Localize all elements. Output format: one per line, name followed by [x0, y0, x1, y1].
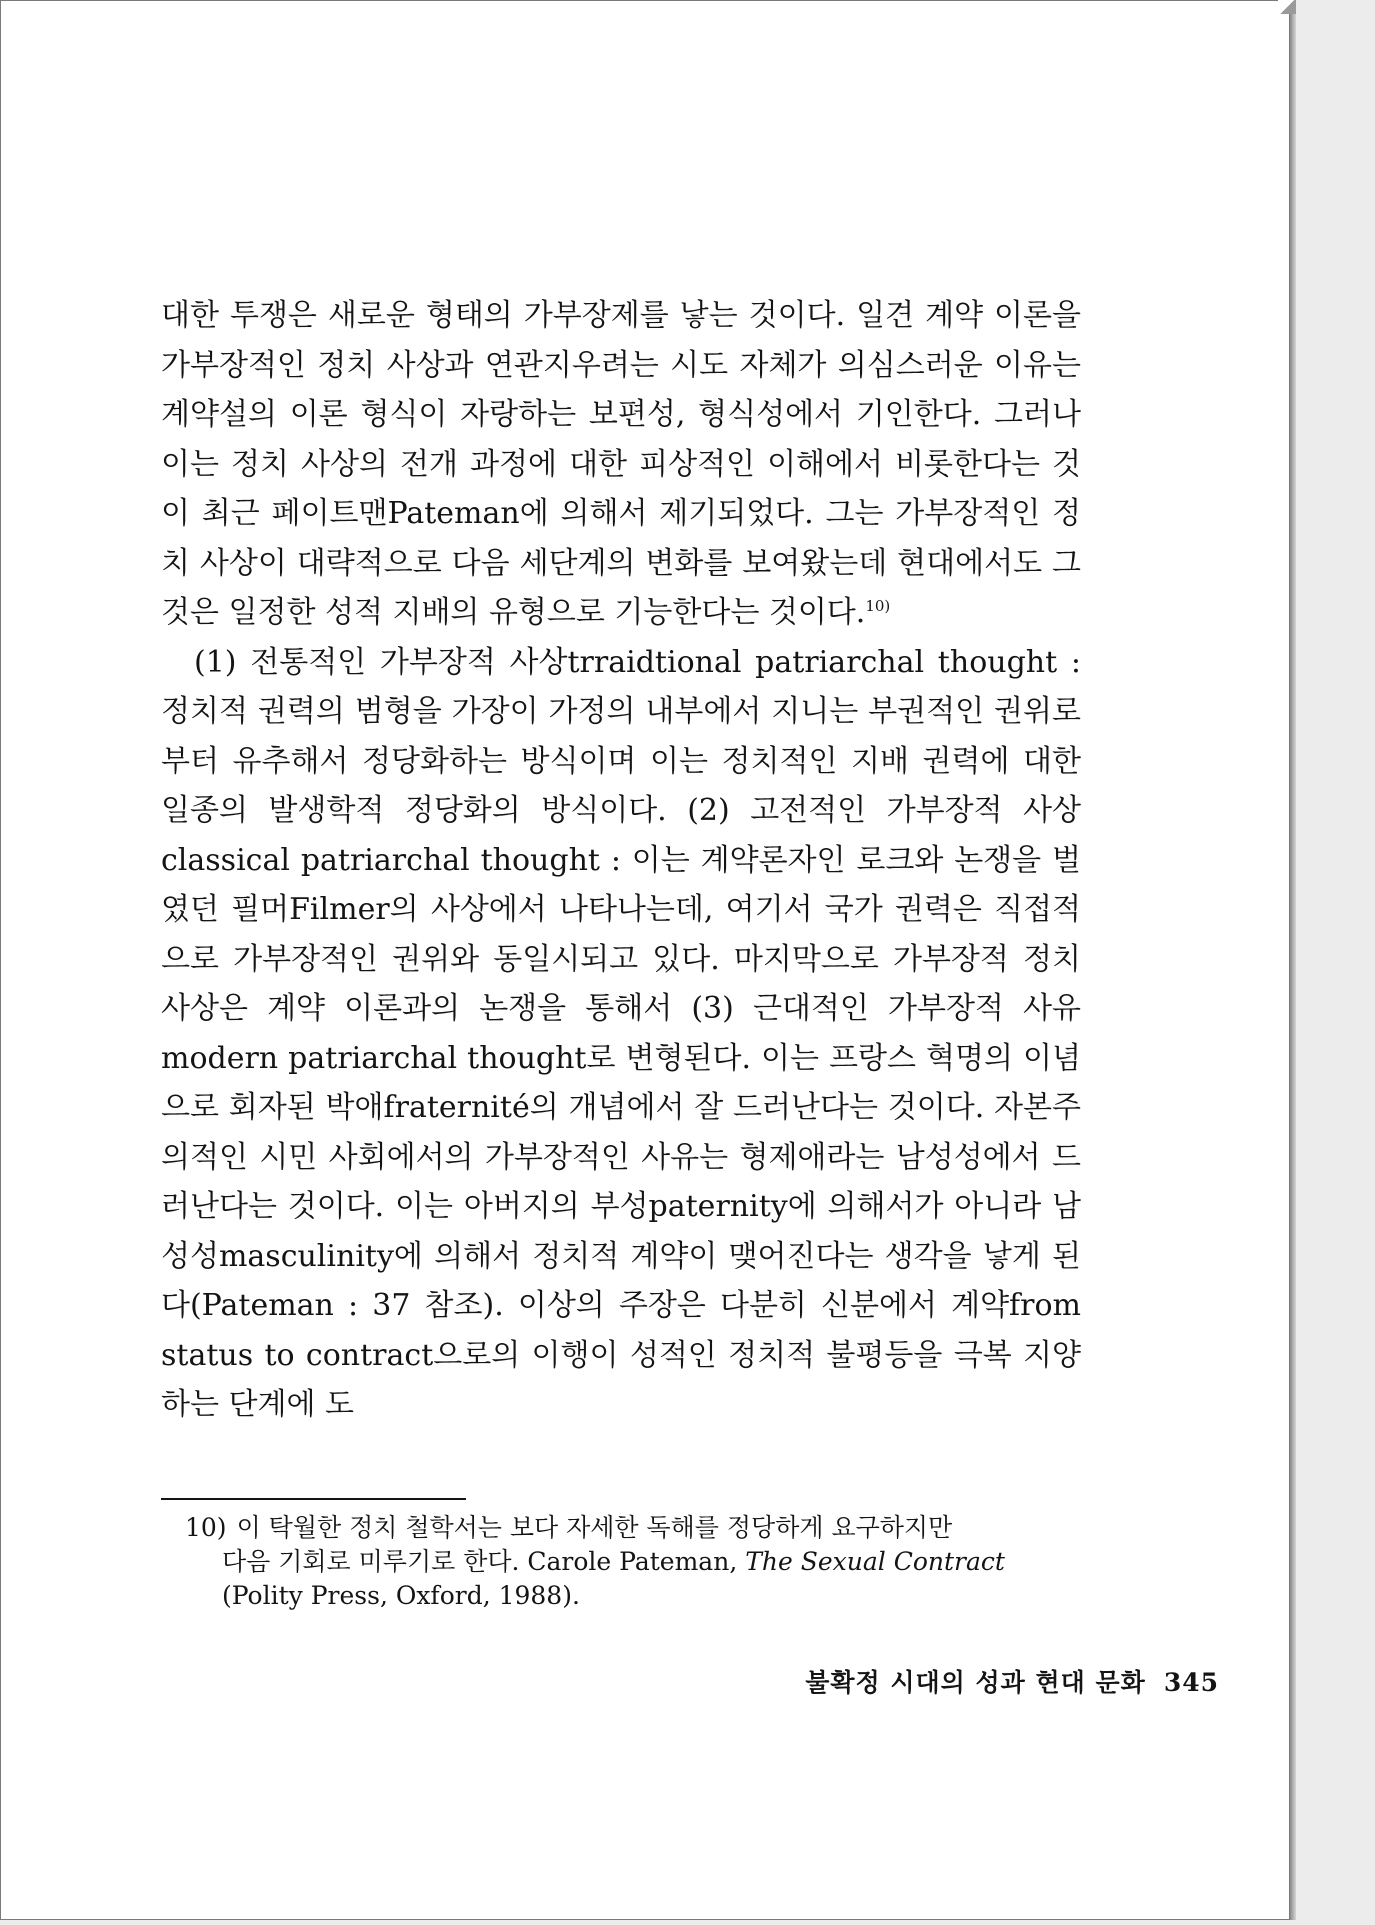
running-title: 불확정 시대의 성과 현대 문화	[805, 1668, 1146, 1697]
body-text	[161, 291, 1081, 1430]
footnote-text-b: 다음 기회로 미루기로 한다. Carole Pateman,	[222, 1547, 738, 1576]
page-curl	[1278, 0, 1296, 14]
paragraph-1-text: 대한 투쟁은 새로운 형태의 가부장제를 낳는 것이다. 일견 계약 이론을 가부장적인 정치 사상과 연관지우려는 시도 자체가 의심스러운 이유는 계약설의 이론 형식이 자랑하는 보편성, 형식성에서 기인한다. 그러나 이는 정치 사상의 전개 과정에 대한 피상적인 이해에서 비롯한다는 것이 최근 페이트맨Pateman에 의해서 제기되었다. 그는 가부장적인 정치 사상이 대략적으로 다음 세단계의 변화를 보여왔는데 현대에서도 그것은 일정한 성적 지배의 유형으로 기능한다는 것이다.	[161, 298, 1081, 630]
paragraph-1	[161, 291, 1081, 638]
footnote-reference: 10)	[865, 597, 891, 615]
footnote-text-a: 이 탁월한 정치 철학서는 보다 자세한 독해를 정당하게 요구하지만	[236, 1513, 953, 1542]
footnote-book-title: The Sexual Contract	[745, 1547, 1005, 1576]
footnote	[185, 1511, 1079, 1613]
footnote-text-c: (Polity Press, Oxford, 1988).	[222, 1581, 580, 1610]
footnote-continuation	[185, 1545, 1079, 1613]
footnote-separator	[161, 1498, 466, 1500]
page-edge-shadow	[1290, 4, 1296, 1920]
page-number: 345	[1163, 1668, 1219, 1697]
footnote-number: 10)	[185, 1513, 227, 1542]
paragraph-2: (1) 전통적인 가부장적 사상trraidtional patriarchal thought : 정치적 권력의 범형을 가장이 가정의 내부에서 지니는 부권적인 권위로부터 유추해서 정당화하는 방식이며 이는 정치적인 지배 권력에 대한 일종의 발생학적 정당화의 방식이다. (2) 고전적인 가부장적 사상classical patriarchal thought : 이는 계약론자인 로크와 논쟁을 벌였던 필머Filmer의 사상에서 나타나는데, 여기서 국가 권력은 직접적으로 가부장적인 권위와 동일시되고 있다. 마지막으로 가부장적 정치 사상은 계약 이론과의 논쟁을 통해서 (3) 근대적인 가부장적 사유modern patriarchal thought로 변형된다. 이는 프랑스 혁명의 이념으로 회자된 박애fraternité의 개념에서 잘 드러난다는 것이다. 자본주의적인 시민 사회에서의 가부장적인 사유는 형제애라는 남성성에서 드러난다는 것이다. 이는 아버지의 부성paternity에 의해서가 아니라 남성성masculinity에 의해서 정치적 계약이 맺어진다는 생각을 낳게 된다(Pateman : 37 참조). 이상의 주장은 다분히 신분에서 계약from status to contract으로의 이행이 성적인 정치적 불평등을 극복 지양하는 단계에 도	[161, 644, 1081, 1422]
page-footer	[805, 1663, 1219, 1699]
